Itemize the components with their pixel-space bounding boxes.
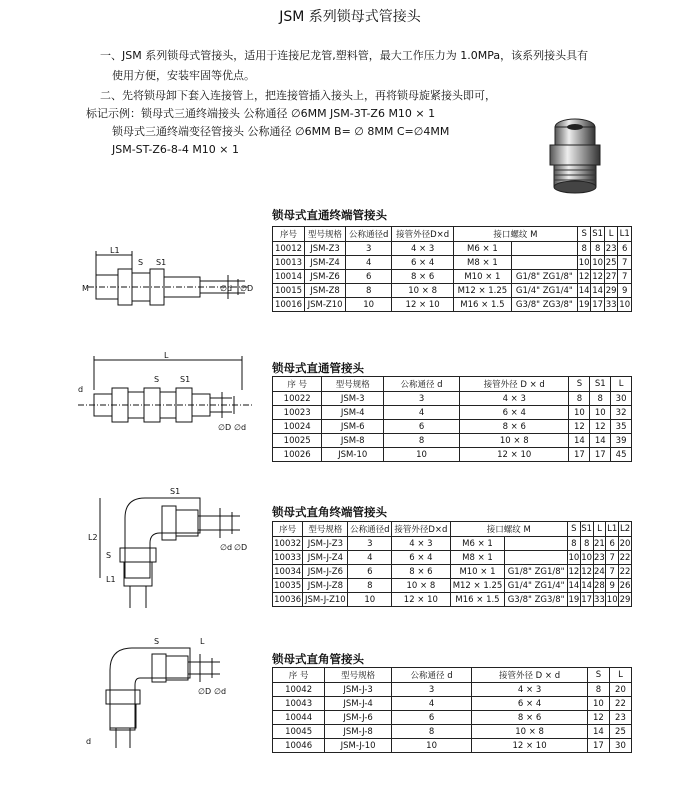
header-cell: S1 (591, 227, 605, 242)
table-cell: 25 (605, 257, 617, 268)
section-title-4: 锁母式直角管接头 (272, 652, 364, 666)
table-cell: 29 (619, 594, 631, 605)
table-elbow-union (272, 667, 632, 753)
label-phi-d: ∅d (220, 543, 233, 552)
table-row (273, 298, 632, 312)
table-cell (511, 256, 577, 270)
table-cell: 21 (594, 538, 605, 549)
table-cell: 22 (619, 566, 631, 577)
header-cell: 公称通径 d (384, 377, 460, 392)
table-cell: 10 (606, 594, 618, 605)
intro-line-3: 二、先将锁母卸下套入连接管上，把连接管插入接头上，再将锁母旋紧接头即可， (100, 89, 496, 102)
table-cell: 35 (611, 420, 632, 434)
table-cell: M16 × 1.5 (450, 593, 505, 607)
table-cell (511, 242, 577, 256)
header-cell: 接管外径D×d (392, 227, 454, 242)
table-cell: 10 (569, 406, 590, 420)
intro-line-4: 标记示例：锁母式三通终端接头 公称通径 ∅6MM JSM-3T-Z6 M10 × 1 (86, 107, 436, 120)
table-cell: 6 (384, 420, 460, 434)
header-cell: S1 (590, 377, 611, 392)
table-header-row (273, 522, 632, 537)
table-cell: 20 (609, 683, 631, 697)
table-cell: 8 (590, 392, 611, 406)
table-cell: 23 (609, 711, 631, 725)
header-cell: S1 (580, 522, 593, 537)
header-cell: 接管外径D×d (392, 522, 451, 537)
table-cell: 17 (569, 448, 590, 462)
intro-line-6: JSM-ST-Z6-8-4 M10 × 1 (112, 143, 240, 156)
table-cell: 10 (578, 257, 590, 268)
header-cell: 型号规格 (303, 522, 348, 537)
table-cell: 8 (391, 725, 471, 739)
label-d: d (86, 737, 92, 746)
header-cell: L (611, 377, 632, 392)
table-cell: M8 × 1 (450, 551, 505, 565)
table-cell: 17 (592, 299, 604, 310)
label-phi-d: ∅d (220, 284, 233, 293)
table-cell: 4 × 3 (472, 683, 588, 697)
page-title: JSM 系列锁母式管接头 (279, 9, 421, 25)
table-cell: 10 (590, 406, 611, 420)
table-cell: 14 (590, 434, 611, 448)
table-cell: 10033 (274, 552, 302, 563)
header-cell: L (593, 522, 606, 537)
header-cell: S (577, 227, 591, 242)
table-cell: 6 × 4 (459, 406, 569, 420)
table-cell (505, 537, 568, 551)
intro-line-5: 锁母式三通终端变径管接头 公称通径 ∅6MM B= ∅ 8MM C=∅4MM (112, 125, 450, 138)
table-cell: 30 (609, 739, 631, 753)
table-cell: 23 (594, 552, 605, 563)
label-s: S (138, 258, 144, 267)
table-cell: 10 (346, 298, 392, 312)
table-cell: 26 (619, 580, 631, 591)
table-cell: 8 (569, 392, 590, 406)
table-row (273, 270, 632, 284)
table-cell: 12 (587, 711, 609, 725)
header-cell: L (604, 227, 618, 242)
table-cell: M12 × 1.25 (454, 284, 512, 298)
table-cell: 3 (346, 242, 392, 256)
table-cell: 8 × 6 (472, 711, 588, 725)
table-cell: 10013 (273, 256, 305, 270)
table-cell: 3 (384, 392, 460, 406)
section-title-1: 锁母式直通终端管接头 (272, 208, 387, 222)
table-cell: JSM-J-10 (325, 739, 392, 753)
label-l: L (200, 637, 205, 646)
table-row (273, 434, 632, 448)
table-cell: 10 (391, 739, 471, 753)
table-cell: 10 (348, 593, 392, 607)
table-cell: 12 (590, 420, 611, 434)
table-row (273, 579, 632, 593)
table-cell: 14 (581, 580, 593, 591)
table-cell: 10023 (273, 406, 322, 420)
header-cell: S (567, 522, 580, 537)
table-cell (505, 551, 568, 565)
table-cell: G1/4" ZG1/4" (511, 284, 577, 298)
table-cell: 32 (611, 406, 632, 420)
table-cell: 8 (348, 579, 392, 593)
table-cell: 39 (611, 434, 632, 448)
table-row (273, 256, 632, 270)
table-cell: 19 (578, 299, 590, 310)
label-s1: S1 (180, 375, 191, 384)
table-cell: 10043 (273, 697, 325, 711)
drawing-straight-union (72, 350, 257, 440)
table-cell: JSM-Z6 (305, 270, 346, 284)
table-row (273, 551, 632, 565)
table-cell: 6 (618, 242, 632, 256)
section-title-2: 锁母式直通管接头 (272, 361, 364, 375)
label-d: d (78, 385, 84, 394)
header-cell: 序 号 (273, 377, 322, 392)
table-cell: 3 (348, 537, 392, 551)
table-cell: 10 (568, 552, 580, 563)
table-cell: 10012 (273, 242, 305, 256)
table-row (273, 242, 632, 256)
table-cell: 10034 (274, 566, 302, 577)
table-cell: 7 (606, 565, 619, 579)
table-row (273, 683, 632, 697)
table-cell: 10 × 8 (459, 434, 569, 448)
header-cell: L2 (619, 522, 632, 537)
intro-line-1: 一、JSM 系列锁母式管接头，适用于连接尼龙管,塑料管，最大工作压力为 1.0MPa，该系列接头具有 (100, 49, 589, 62)
table-cell: JSM-J-Z4 (303, 551, 348, 565)
table-cell: 8 (580, 537, 593, 551)
table-cell: 24 (594, 566, 605, 577)
table-cell: JSM-J-3 (325, 683, 392, 697)
label-s: S (106, 551, 112, 560)
table-cell: 4 (346, 256, 392, 270)
table-row (273, 725, 632, 739)
header-cell: L (609, 668, 631, 683)
table-cell: 10 (587, 697, 609, 711)
label-phi-d: ∅d (234, 423, 247, 432)
table-cell: M10 × 1 (450, 565, 505, 579)
table-cell: JSM-J-8 (325, 725, 392, 739)
table-cell: M6 × 1 (450, 537, 505, 551)
table-cell: 17 (590, 448, 611, 462)
drawing-elbow-terminal (70, 478, 250, 613)
table-cell: M16 × 1.5 (454, 298, 512, 312)
drawing-elbow-union (80, 630, 250, 750)
table-cell: 12 × 10 (392, 298, 454, 312)
table-cell: 8 × 6 (392, 565, 451, 579)
header-cell: 型号规格 (325, 668, 392, 683)
label-l1: L1 (106, 575, 116, 584)
table-cell: 22 (619, 552, 631, 563)
header-cell: 接管外径 D × d (459, 377, 569, 392)
table-cell: M6 × 1 (454, 242, 512, 256)
table-row (273, 697, 632, 711)
table-cell: 4 × 3 (392, 537, 451, 551)
table-cell: M12 × 1.25 (450, 579, 505, 593)
table-cell: JSM-Z8 (305, 284, 346, 298)
table-cell: 10024 (273, 420, 322, 434)
table-cell: 19 (568, 594, 580, 605)
table-cell: 8 × 6 (459, 420, 569, 434)
table-cell: 6 × 4 (472, 697, 588, 711)
table-header-row (273, 227, 632, 242)
table-cell: 12 (578, 271, 590, 282)
table-cell: 30 (611, 392, 632, 406)
table-cell: 20 (619, 538, 631, 549)
table-cell: 14 (592, 285, 604, 296)
table-cell: JSM-J-Z6 (303, 565, 348, 579)
table-row (273, 420, 632, 434)
table-cell: 25 (609, 725, 631, 739)
table-cell: JSM-3 (322, 392, 384, 406)
table-cell: 33 (594, 594, 605, 605)
table-cell: 10032 (274, 538, 302, 549)
table-cell: JSM-J-4 (325, 697, 392, 711)
table-cell: 10015 (273, 284, 305, 298)
table-cell: JSM-Z10 (305, 298, 346, 312)
table-cell: G3/8" ZG3/8" (505, 593, 568, 607)
table-cell: 28 (594, 580, 605, 591)
table-cell: 10 × 8 (392, 284, 454, 298)
header-cell: 序号 (273, 227, 305, 242)
table-cell: 9 (606, 579, 619, 593)
table-cell: 14 (569, 434, 590, 448)
label-phi-d: ∅d (214, 687, 227, 696)
table-cell: 4 (348, 551, 392, 565)
table-cell: 45 (611, 448, 632, 462)
table-cell: 7 (618, 256, 632, 270)
section-title-3: 锁母式直角终端管接头 (272, 505, 387, 519)
label-s1: S1 (156, 258, 167, 267)
header-cell: 公称通径d (346, 227, 392, 242)
table-cell: M10 × 1 (454, 270, 512, 284)
table-cell: 8 (577, 242, 591, 256)
table-cell: 4 (384, 406, 460, 420)
table-cell: 6 (606, 537, 619, 551)
table-cell: 10 × 8 (472, 725, 588, 739)
table-cell: 23 (605, 243, 617, 254)
table-cell: JSM-J-6 (325, 711, 392, 725)
table-cell: JSM-6 (322, 420, 384, 434)
table-cell: 10044 (273, 711, 325, 725)
header-cell: L1 (618, 227, 632, 242)
table-cell: JSM-10 (322, 448, 384, 462)
table-cell: 22 (609, 697, 631, 711)
table-cell: 10 (592, 257, 604, 268)
label-l1: L1 (110, 246, 120, 255)
table-cell: G3/8" ZG3/8" (511, 298, 577, 312)
table-cell: 12 (569, 420, 590, 434)
table-cell: 6 (391, 711, 471, 725)
fitting-photo (530, 115, 620, 200)
label-s1: S1 (170, 487, 181, 496)
table-cell: 10035 (274, 580, 302, 591)
drawing-straight-terminal (80, 245, 255, 325)
header-cell: S (569, 377, 590, 392)
header-cell: 型号规格 (305, 227, 346, 242)
table-cell: 8 (384, 434, 460, 448)
table-cell: 8 (591, 242, 605, 256)
table-cell: 14 (578, 285, 590, 296)
table-cell: 10046 (273, 739, 325, 753)
table-cell: 12 × 10 (472, 739, 588, 753)
table-cell: 6 (348, 565, 392, 579)
header-cell: 接口螺纹 M (450, 522, 567, 537)
table-cell: 12 × 10 (392, 593, 451, 607)
table-cell: 6 × 4 (392, 256, 454, 270)
table-cell: 14 (568, 580, 580, 591)
table-row (273, 711, 632, 725)
table-cell: G1/8" ZG1/8" (505, 565, 568, 579)
table-cell: 10026 (273, 448, 322, 462)
table-cell: 17 (581, 594, 593, 605)
table-cell: 10025 (273, 434, 322, 448)
intro-line-2: 使用方便，安装牢固等优点。 (112, 69, 255, 82)
table-cell: 10 (619, 299, 631, 310)
table-cell: 4 (391, 697, 471, 711)
label-m: M (82, 284, 89, 293)
table-cell: 10045 (273, 725, 325, 739)
header-cell: 公称通径d (348, 522, 392, 537)
table-cell: 10 (581, 552, 593, 563)
table-cell: JSM-J-Z3 (303, 537, 348, 551)
table-cell: 3 (391, 683, 471, 697)
table-cell: 10 × 8 (392, 579, 451, 593)
table-cell: JSM-8 (322, 434, 384, 448)
header-cell: 接管外径 D × d (472, 668, 588, 683)
table-cell: 8 (567, 537, 580, 551)
table-cell: 12 (568, 566, 580, 577)
table-cell: 10014 (273, 270, 305, 284)
table-row (273, 593, 632, 607)
header-cell: 序号 (273, 522, 303, 537)
table-cell: 10 (384, 448, 460, 462)
table-header-row (273, 668, 632, 683)
table-cell: 4 × 3 (392, 242, 454, 256)
table-elbow-terminal (272, 521, 632, 607)
label-phi-D: ∅D (198, 687, 212, 696)
table-row (273, 565, 632, 579)
table-cell: 10022 (273, 392, 322, 406)
header-cell: S (587, 668, 609, 683)
table-row (273, 392, 632, 406)
table-row (273, 406, 632, 420)
table-cell: JSM-Z4 (305, 256, 346, 270)
table-cell: 10042 (273, 683, 325, 697)
table-cell: 6 (346, 270, 392, 284)
table-cell: 8 (587, 683, 609, 697)
header-cell: 接口螺纹 M (454, 227, 578, 242)
table-cell: 10036 (274, 594, 302, 605)
table-straight-union (272, 376, 632, 462)
table-cell: JSM-4 (322, 406, 384, 420)
table-cell: 33 (605, 299, 617, 310)
table-cell: 17 (587, 739, 609, 753)
table-cell: JSM-J-Z8 (303, 579, 348, 593)
table-cell: 8 × 6 (392, 270, 454, 284)
table-cell: 12 (592, 271, 604, 282)
label-l: L (164, 351, 169, 360)
table-straight-terminal (272, 226, 632, 312)
label-phi-D: ∅D (240, 284, 254, 293)
table-cell: 4 × 3 (459, 392, 569, 406)
table-row (273, 739, 632, 753)
table-cell: 27 (605, 271, 617, 282)
table-cell: G1/8" ZG1/8" (511, 270, 577, 284)
table-cell: 10016 (273, 298, 305, 312)
table-row (273, 537, 632, 551)
label-l2: L2 (88, 533, 98, 542)
header-cell: 型号规格 (322, 377, 384, 392)
table-cell: 29 (605, 285, 617, 296)
label-s: S (154, 637, 160, 646)
table-cell: 7 (618, 270, 632, 284)
table-cell: G1/4" ZG1/4" (505, 579, 568, 593)
table-cell: 6 × 4 (392, 551, 451, 565)
table-cell: 8 (346, 284, 392, 298)
table-cell: 7 (606, 551, 619, 565)
label-s: S (154, 375, 160, 384)
header-cell: L1 (606, 522, 619, 537)
table-cell: JSM-J-Z10 (303, 593, 348, 607)
label-phi-D: ∅D (218, 423, 232, 432)
table-header-row (273, 377, 632, 392)
label-phi-D: ∅D (234, 543, 248, 552)
table-row (273, 284, 632, 298)
header-cell: 序 号 (273, 668, 325, 683)
table-cell: 9 (618, 284, 632, 298)
table-cell: 14 (587, 725, 609, 739)
table-cell: 12 (581, 566, 593, 577)
table-cell: M8 × 1 (454, 256, 512, 270)
header-cell: 公称通径 d (391, 668, 471, 683)
table-row (273, 448, 632, 462)
table-cell: 12 × 10 (459, 448, 569, 462)
table-cell: JSM-Z3 (305, 242, 346, 256)
